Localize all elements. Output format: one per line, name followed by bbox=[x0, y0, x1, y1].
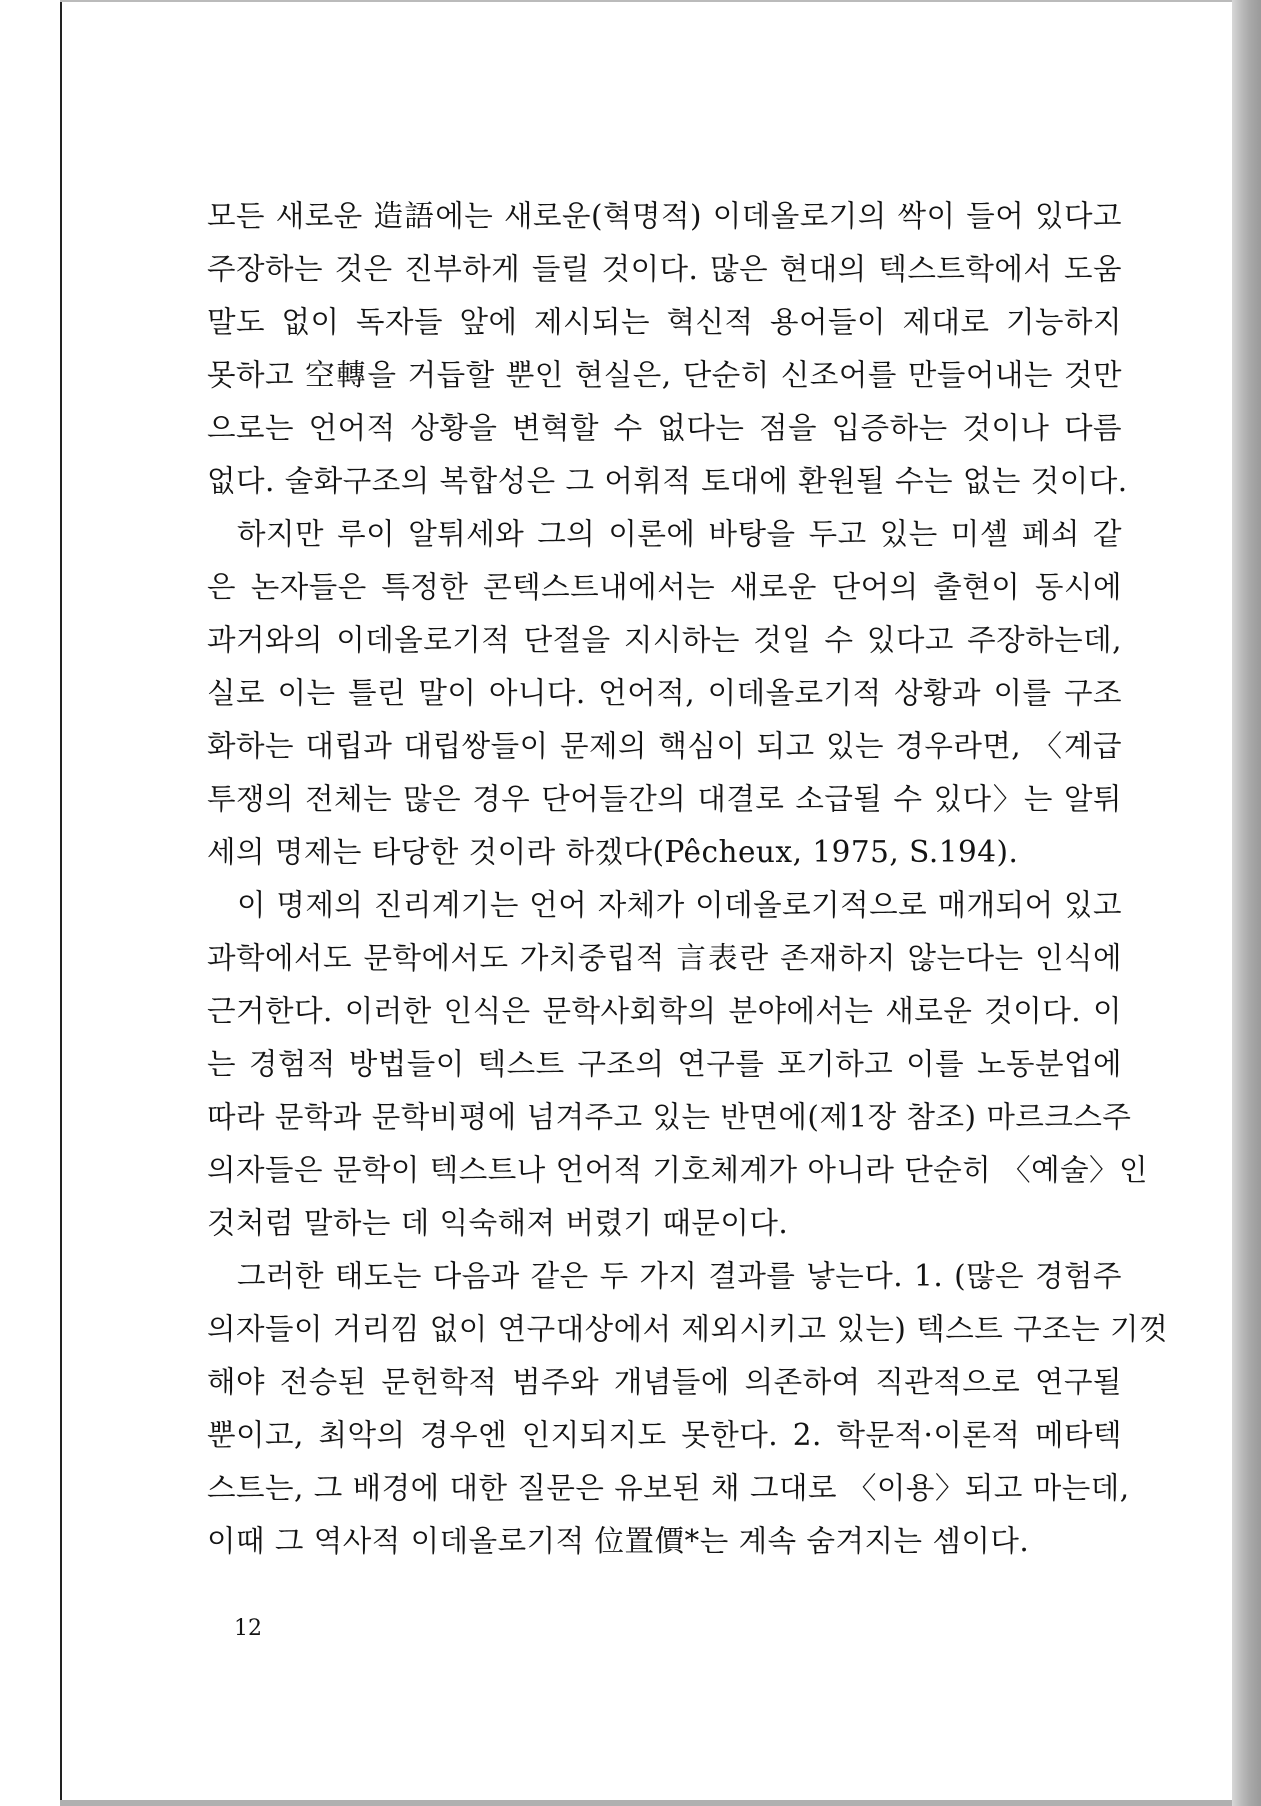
paragraph-2-line-3: 과거와의 이데올로기적 단절을 지시하는 것일 수 있다고 주장하는데, bbox=[207, 623, 1122, 657]
page-bottom-edge bbox=[60, 1800, 1232, 1806]
paragraph-4-line-3: 해야 전승된 문헌학적 범주와 개념들에 의존하여 직관적으로 연구될 bbox=[207, 1365, 1122, 1399]
page-top-edge bbox=[60, 0, 1232, 2]
paragraph-1-line-2: 주장하는 것은 진부하게 들릴 것이다. 많은 현대의 텍스트학에서 도움 bbox=[207, 252, 1122, 286]
paragraph-3-line-1: 이 명제의 진리계기는 언어 자체가 이데올로기적으로 매개되어 있고 bbox=[237, 888, 1122, 922]
paragraph-1-line-5: 으로는 언어적 상황을 변혁할 수 없다는 점을 입증하는 것이나 다름 bbox=[207, 411, 1122, 445]
paragraph-4-line-1: 그러한 태도는 다음과 같은 두 가지 결과를 낳는다. 1. (많은 경험주 bbox=[237, 1259, 1122, 1293]
page-number: 12 bbox=[234, 1616, 262, 1641]
paragraph-2-line-5: 화하는 대립과 대립쌍들이 문제의 핵심이 되고 있는 경우라면, 〈계급 bbox=[207, 729, 1122, 763]
paragraph-2-line-7: 세의 명제는 타당한 것이라 하겠다(Pêcheux, 1975, S.194). bbox=[207, 835, 1019, 869]
body-text bbox=[207, 190, 1168, 1568]
paragraph-2-line-2: 은 논자들은 특정한 콘텍스트내에서는 새로운 단어의 출현이 동시에 bbox=[207, 570, 1122, 604]
paragraph-3-line-2: 과학에서도 문학에서도 가치중립적 言表란 존재하지 않는다는 인식에 bbox=[207, 941, 1122, 975]
paragraph-3-line-3: 근거한다. 이러한 인식은 문학사회학의 분야에서는 새로운 것이다. 이 bbox=[207, 994, 1122, 1028]
paragraph-4-line-6: 이때 그 역사적 이데올로기적 位置價*는 계속 숨겨지는 셈이다. bbox=[207, 1524, 1030, 1558]
paragraph-4-line-5: 스트는, 그 배경에 대한 질문은 유보된 채 그대로 〈이용〉되고 마는데, bbox=[207, 1471, 1130, 1505]
paragraph-4-line-4: 뿐이고, 최악의 경우엔 인지되지도 못한다. 2. 학문적·이론적 메타텍 bbox=[207, 1418, 1122, 1452]
paragraph-2-line-1: 하지만 루이 알튀세와 그의 이론에 바탕을 두고 있는 미셸 페쇠 같 bbox=[237, 517, 1122, 551]
paragraph-1-line-4: 못하고 空轉을 거듭할 뿐인 현실은, 단순히 신조어를 만들어내는 것만 bbox=[207, 358, 1122, 392]
paragraph-1-line-1: 모든 새로운 造語에는 새로운(혁명적) 이데올로기의 싹이 들어 있다고 bbox=[207, 199, 1122, 233]
paragraph-3-line-7: 것처럼 말하는 데 익숙해져 버렸기 때문이다. bbox=[207, 1206, 789, 1240]
paragraph-3-line-6: 의자들은 문학이 텍스트나 언어적 기호체계가 아니라 단순히 〈예술〉인 bbox=[207, 1153, 1149, 1187]
paragraph-1-line-3: 말도 없이 독자들 앞에 제시되는 혁신적 용어들이 제대로 기능하지 bbox=[207, 305, 1122, 339]
paragraph-3-line-5: 따라 문학과 문학비평에 넘겨주고 있는 반면에(제1장 참조) 마르크스주 bbox=[207, 1100, 1132, 1134]
page-edge-shadow bbox=[1232, 0, 1261, 1806]
paragraph-4-line-2: 의자들이 거리낌 없이 연구대상에서 제외시키고 있는) 텍스트 구조는 기껏 bbox=[207, 1312, 1168, 1346]
paragraph-2-line-6: 투쟁의 전체는 많은 경우 단어들간의 대결로 소급될 수 있다〉는 알튀 bbox=[207, 782, 1122, 816]
paragraph-2-line-4: 실로 이는 틀린 말이 아니다. 언어적, 이데올로기적 상황과 이를 구조 bbox=[207, 676, 1122, 710]
paragraph-1-line-6: 없다. 술화구조의 복합성은 그 어휘적 토대에 환원될 수는 없는 것이다. bbox=[207, 464, 1128, 498]
paragraph-3-line-4: 는 경험적 방법들이 텍스트 구조의 연구를 포기하고 이를 노동분업에 bbox=[207, 1047, 1122, 1081]
